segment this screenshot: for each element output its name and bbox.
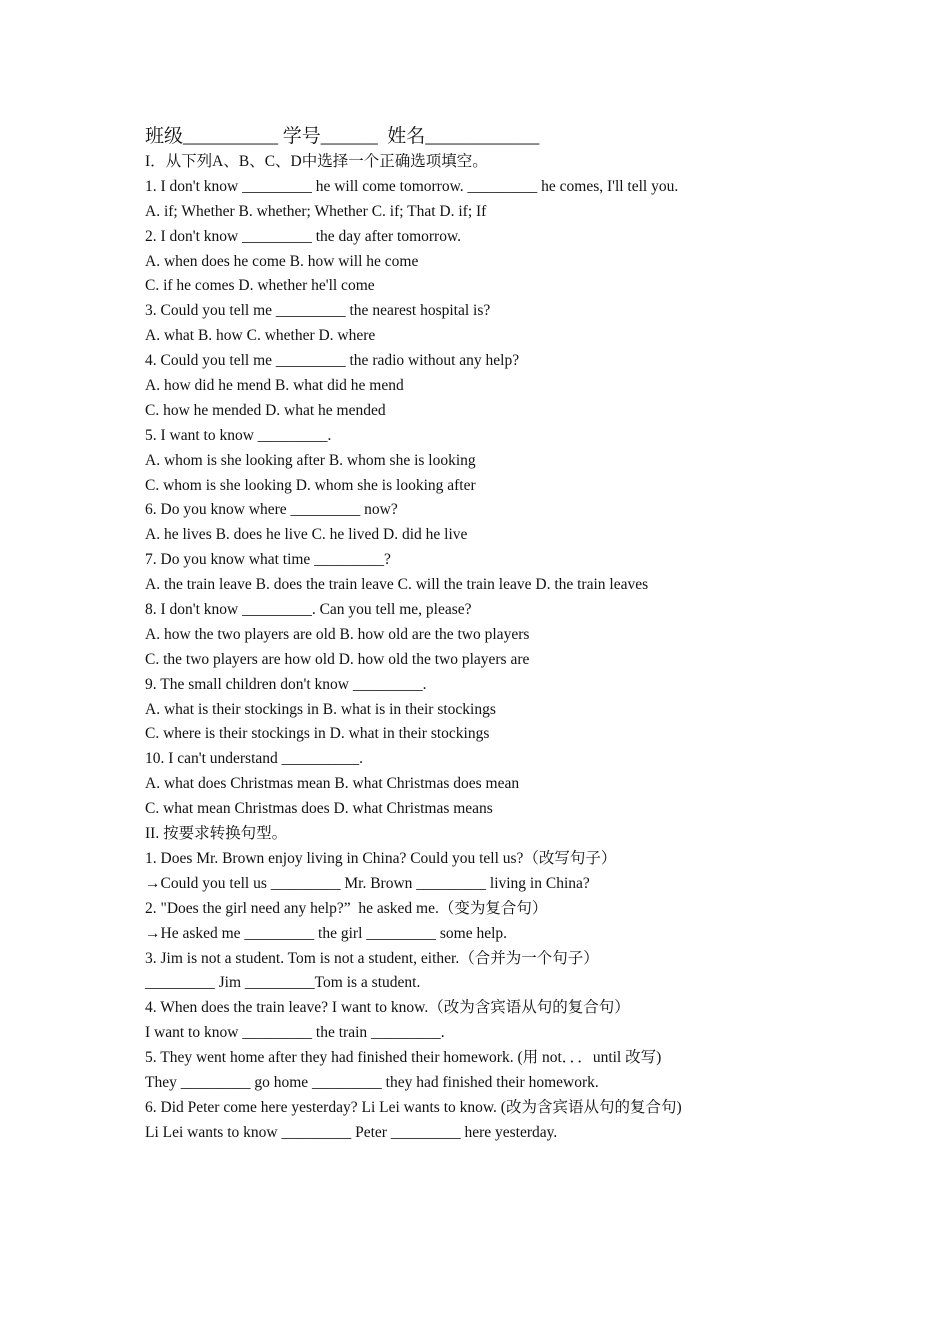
worksheet-page (145, 124, 865, 1146)
transform-3-prompt: 3. Jim is not a student. Tom is not a student, either.（合并为一个句子） (145, 949, 599, 967)
question-1: 1. I don't know _________ he will come tomorrow. _________ he comes, I'll tell you. (145, 177, 679, 195)
section-2-body (145, 847, 865, 1146)
transform-4-answer: I want to know _________ the train _________. (145, 1024, 445, 1042)
question-7-options: A. the train leave B. does the train leave C. will the train leave D. the train leaves (145, 576, 649, 594)
section-1-body (145, 175, 865, 822)
question-9-options-cd: C. where is their stockings in D. what in their stockings (145, 725, 490, 743)
section-1-title: I．从下列A、B、C、D中选择一个正确选项填空。 (145, 153, 488, 170)
question-3: 3. Could you tell me _________ the nearest hospital is? (145, 302, 491, 320)
question-10-options-cd: C. what mean Christmas does D. what Christmas means (145, 800, 493, 818)
question-3-options: A. what B. how C. whether D. where (145, 327, 376, 345)
transform-5-prompt: 5. They went home after they had finished their homework. (用 not．．．until 改写) (145, 1049, 662, 1067)
transform-6-answer: Li Lei wants to know _________ Peter _________ here yesterday. (145, 1123, 558, 1141)
question-8-options-ab: A. how the two players are old B. how old are the two players (145, 625, 530, 643)
section-2-title: II. 按要求转换句型。 (145, 825, 288, 843)
question-6-options: A. he lives B. does he live C. he lived D. did he live (145, 526, 468, 544)
transform-3-answer: _________ Jim _________Tom is a student. (145, 974, 421, 992)
question-9: 9. The small children don't know _________. (145, 675, 427, 693)
student-info-header: 班级__________ 学号______ 姓名____________ (145, 126, 540, 147)
transform-2-prompt: 2. "Does the girl need any help?” he asked me.（变为复合句） (145, 899, 548, 917)
question-8: 8. I don't know _________. Can you tell me, please? (145, 601, 472, 619)
transform-5-answer: They _________ go home _________ they had finished their homework. (145, 1073, 599, 1091)
question-2-options-ab: A. when does he come B. how will he come (145, 252, 419, 270)
question-10: 10. I can't understand __________. (145, 750, 364, 768)
transform-6-prompt: 6. Did Peter come here yesterday? Li Lei wants to know. (改为含宾语从句的复合句) (145, 1098, 682, 1116)
question-5-options-ab: A. whom is she looking after B. whom she is looking (145, 451, 476, 469)
question-5-options-cd: C. whom is she looking D. whom she is looking after (145, 476, 476, 494)
question-8-options-cd: C. the two players are how old D. how old the two players are (145, 650, 530, 668)
question-6: 6. Do you know where _________ now? (145, 501, 398, 519)
question-10-options-ab: A. what does Christmas mean B. what Christmas does mean (145, 775, 520, 793)
question-7: 7. Do you know what time _________? (145, 551, 391, 569)
question-5: 5. I want to know _________. (145, 426, 332, 444)
question-2-options-cd: C. if he comes D. whether he'll come (145, 277, 375, 295)
transform-2-answer: →He asked me _________ the girl _________ some help. (145, 924, 508, 942)
question-4: 4. Could you tell me _________ the radio without any help? (145, 352, 520, 370)
transform-1-prompt: 1. Does Mr. Brown enjoy living in China? Could you tell us?（改写句子） (145, 849, 617, 867)
transform-1-answer: →Could you tell us _________ Mr. Brown _________ living in China? (145, 874, 590, 892)
question-4-options-cd: C. how he mended D. what he mended (145, 401, 386, 419)
question-4-options-ab: A. how did he mend B. what did he mend (145, 377, 404, 395)
question-2: 2. I don't know _________ the day after tomorrow. (145, 227, 462, 245)
question-1-options: A. if; Whether B. whether; Whether C. if; That D. if; If (145, 202, 487, 220)
question-9-options-ab: A. what is their stockings in B. what is in their stockings (145, 700, 496, 718)
transform-4-prompt: 4. When does the train leave? I want to know.（改为含宾语从句的复合句） (145, 999, 630, 1017)
